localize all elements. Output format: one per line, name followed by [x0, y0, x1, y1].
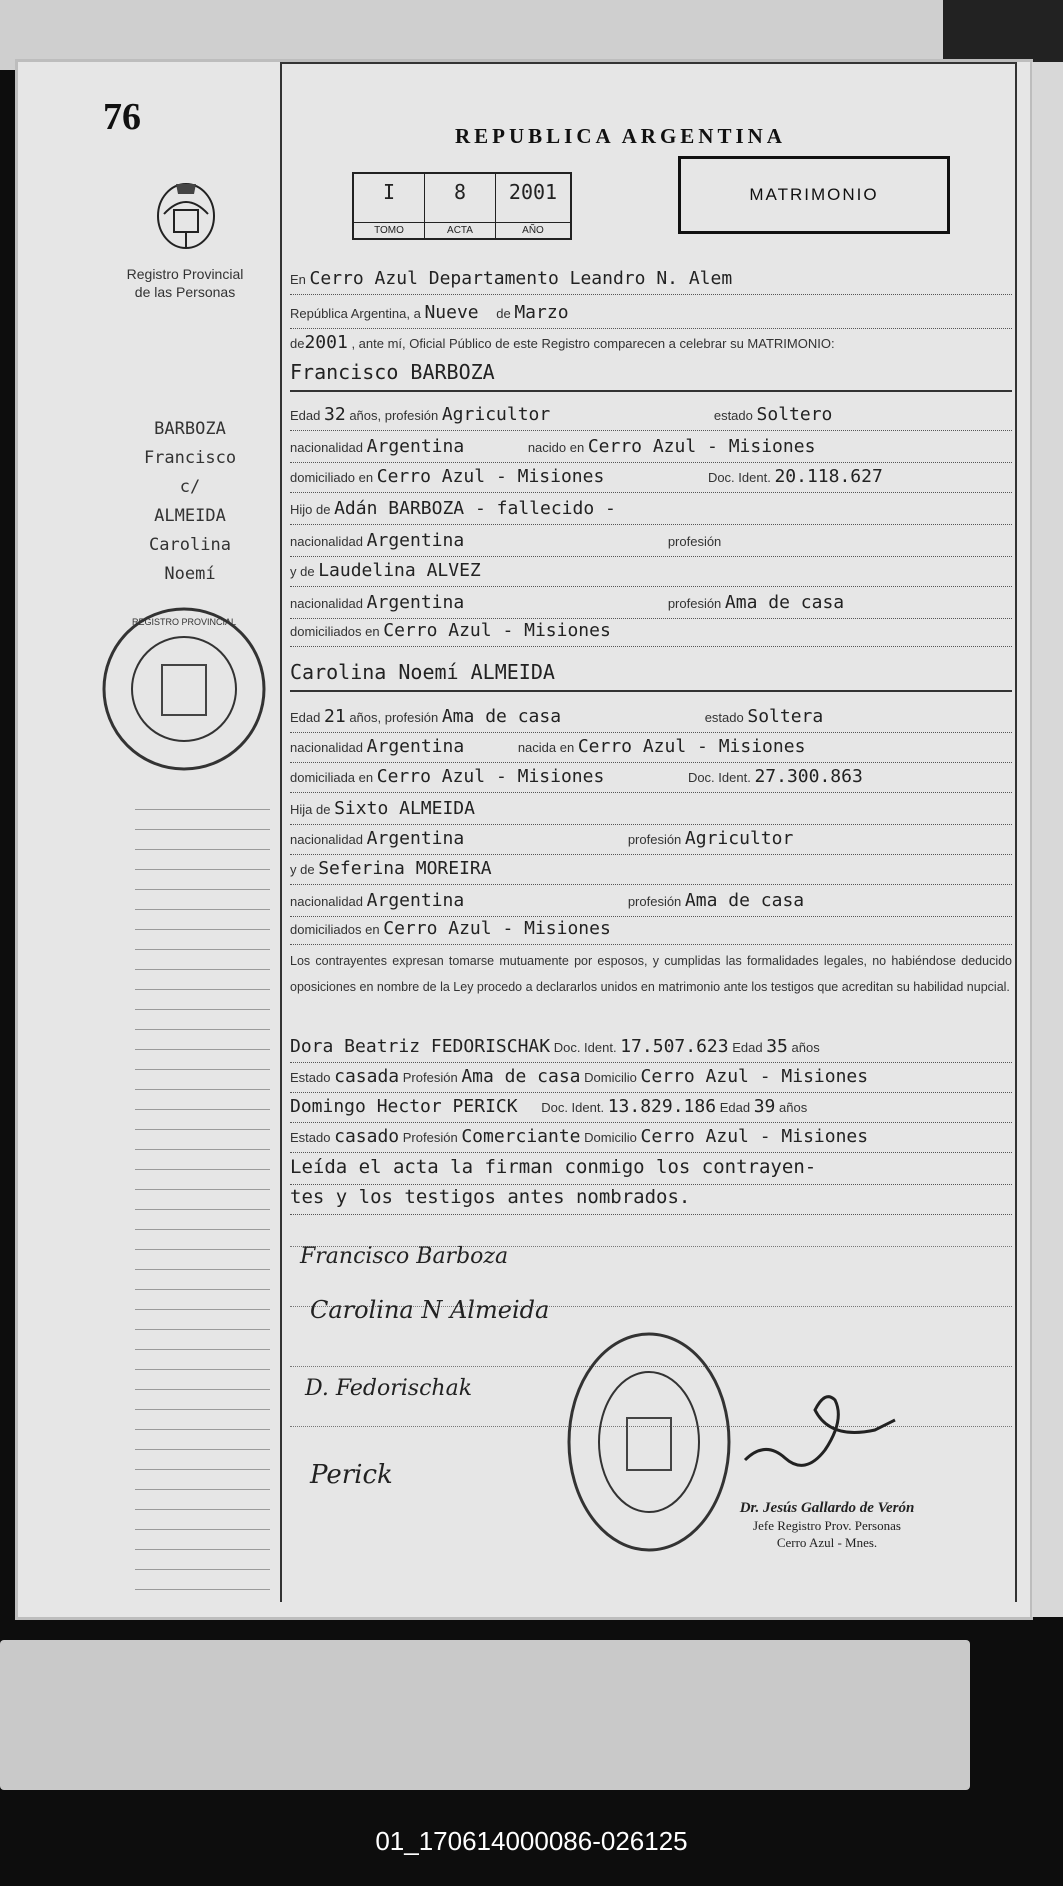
adjacent-page-edge: [1032, 62, 1063, 1617]
witness2-profession: Comerciante: [461, 1126, 581, 1147]
bride-name: Carolina Noemí ALMEIDA: [290, 660, 555, 684]
scanner-bottom-strip: [0, 1640, 970, 1790]
doc-label: Doc. Ident.: [687, 770, 751, 785]
registry-line-1: Registro Provincial: [126, 266, 244, 282]
intro-date-row: [290, 302, 1012, 329]
bride-signature: Carolina N Almeida: [310, 1296, 550, 1324]
groom-mother-profession: Ama de casa: [724, 592, 845, 613]
groom-mother-nat-row: [290, 592, 1012, 619]
groom-signature: Francisco Barboza: [300, 1244, 509, 1269]
groom-father-nationality: Argentina: [366, 530, 465, 551]
domicile-label: domiciliada en: [290, 770, 374, 785]
profession-label: profesión: [627, 894, 682, 909]
groom-father-row: [290, 498, 1012, 525]
domicile-label: domiciliados en: [290, 624, 380, 639]
groom-nationality: Argentina: [366, 436, 465, 457]
nationality-label: nacionalidad: [290, 740, 364, 755]
profession-label: profesión: [667, 534, 722, 549]
bride-domicile: Cerro Azul - Misiones: [376, 766, 605, 787]
groom-birthplace: Cerro Azul - Misiones: [587, 436, 816, 457]
day-value: Nueve: [424, 302, 479, 323]
record-number-box: [352, 172, 572, 240]
country-title: REPUBLICA ARGENTINA: [455, 124, 786, 148]
born-label: nacida en: [517, 740, 575, 755]
groom-domicile-row: [290, 466, 1012, 493]
domicile-label: Domicilio: [584, 1130, 637, 1145]
nationality-label: nacionalidad: [290, 596, 364, 611]
groom-mother: Laudelina ALVEZ: [318, 560, 481, 581]
groom-age: 32: [324, 404, 346, 425]
frame-left-rule: [280, 62, 282, 1602]
groom-parents-domicile-row: [290, 620, 1012, 647]
groom-name-row: [290, 360, 1012, 392]
closing-text: Leída el acta la firman conmigo los contrayen-: [290, 1156, 817, 1178]
nationality-label: nacionalidad: [290, 440, 364, 455]
margin-ruled-lines: [135, 790, 270, 1600]
doc-label: Doc. Ident.: [541, 1100, 605, 1115]
groom-domicile: Cerro Azul - Misiones: [376, 466, 605, 487]
declaration-paragraph: Los contrayentes expresan tomarse mutuamente por esposos, y cumplidas las formalidades legales, no habiéndose deducido oposiciones en nombre de la Ley procedo a declararlos unidos en matrimonio ante los testigos que acreditan su habilidad nupcial.: [290, 954, 1012, 994]
bride-father-nat-row: [290, 828, 1012, 855]
page-number: 76: [103, 96, 141, 138]
tomo-label: TOMO: [354, 222, 424, 236]
blank-line: [290, 1220, 1012, 1247]
bride-mother-profession: Ama de casa: [684, 890, 805, 911]
bride-domicile-row: [290, 766, 1012, 793]
closing-line-1: [290, 1156, 1012, 1185]
scanner-top-strip: [0, 0, 1063, 70]
witness1-age: 35: [766, 1036, 788, 1057]
frame-right-rule: [1015, 62, 1017, 1602]
groom-name: Francisco BARBOZA: [290, 360, 495, 384]
groom-father: Adán BARBOZA - fallecido -: [334, 498, 616, 519]
witness1-signature: D. Fedorischak: [305, 1376, 473, 1401]
profession-label: Profesión: [402, 1130, 458, 1145]
bride-mother-row: [290, 858, 1012, 885]
margin-note: [110, 415, 270, 589]
official-block: [702, 1500, 952, 1551]
profession-label: profesión: [667, 596, 722, 611]
domicile-label: domiciliados en: [290, 922, 380, 937]
domicile-label: Domicilio: [584, 1070, 637, 1085]
ano-value: 2001: [508, 180, 558, 204]
witness2-domicile: Cerro Azul - Misiones: [640, 1126, 869, 1147]
official-place: Cerro Azul - Mnes.: [776, 1535, 878, 1550]
place-value: Cerro Azul Departamento Leandro N. Alem: [309, 268, 733, 289]
groom-age-row: [290, 404, 1012, 431]
margin-note-line: c/: [179, 477, 201, 497]
bride-parents-domicile: Cerro Azul - Misiones: [383, 918, 611, 939]
bride-father: Sixto ALMEIDA: [334, 798, 475, 819]
bride-state: Soltera: [747, 706, 824, 727]
witness2-age: 39: [753, 1096, 776, 1117]
year-label: de: [290, 336, 305, 351]
month-value: Marzo: [514, 302, 569, 323]
official-name: Dr. Jesús Gallardo de Verón: [739, 1500, 915, 1516]
witness1-name: Dora Beatriz FEDORISCHAK: [290, 1036, 551, 1057]
father-label: Hija de: [290, 802, 331, 817]
margin-note-line: Carolina: [149, 535, 231, 555]
acta-value: 8: [453, 180, 467, 204]
bride-age-row: [290, 706, 1012, 733]
father-label: Hijo de: [290, 502, 331, 517]
bride-nationality-row: [290, 736, 1012, 763]
registry-name: [110, 265, 260, 301]
bride-name-row: [290, 660, 1012, 692]
state-label: estado: [713, 408, 753, 423]
doc-label: Doc. Ident.: [553, 1040, 617, 1055]
margin-note-line: Francisco: [143, 448, 237, 468]
witness1-detail-row: [290, 1066, 1012, 1093]
acta-label: ACTA: [425, 222, 495, 236]
years-label: años: [779, 1100, 808, 1115]
intro-text-row: [290, 332, 1012, 358]
intro-text: , ante mí, Oficial Público de este Registro comparecen a celebrar su MATRIMONIO:: [351, 336, 835, 351]
bride-father-nationality: Argentina: [366, 828, 465, 849]
profession-label: años, profesión: [349, 710, 439, 725]
groom-profession: Agricultor: [441, 404, 551, 425]
ano-label: AÑO: [496, 222, 570, 236]
intro-place-row: [290, 268, 1012, 295]
age-label: Edad: [290, 710, 321, 725]
groom-nationality-row: [290, 436, 1012, 463]
years-label: años: [791, 1040, 820, 1055]
witness2-detail-row: [290, 1126, 1012, 1153]
groom-state: Soltero: [756, 404, 833, 425]
image-id-caption: 01_170614000086-026125: [375, 1826, 688, 1856]
date-label: República Argentina, a: [290, 306, 421, 321]
domicile-label: domiciliado en: [290, 470, 374, 485]
bride-age: 21: [324, 706, 346, 727]
place-label: En: [290, 272, 306, 287]
margin-note-line: BARBOZA: [154, 419, 226, 439]
frame-top-rule: [280, 62, 1017, 64]
bride-mother: Seferina MOREIRA: [318, 858, 492, 879]
bride-father-row: [290, 798, 1012, 825]
bride-parents-domicile-row: [290, 918, 1012, 945]
nationality-label: nacionalidad: [290, 894, 364, 909]
bride-profession: Ama de casa: [441, 706, 562, 727]
profession-label: profesión: [627, 832, 682, 847]
witness2-row: [290, 1096, 1012, 1123]
official-title: Jefe Registro Prov. Personas: [753, 1518, 901, 1533]
bride-mother-nationality: Argentina: [366, 890, 465, 911]
closing-text: tes y los testigos antes nombrados.: [290, 1186, 691, 1208]
witness1-profession: Ama de casa: [461, 1066, 581, 1087]
groom-parents-domicile: Cerro Azul - Misiones: [383, 620, 611, 641]
tomo-value: I: [382, 180, 396, 204]
age-label: Edad: [719, 1100, 751, 1115]
witness2-state: casado: [334, 1126, 400, 1147]
margin-note-line: ALMEIDA: [154, 506, 226, 526]
official-stamp-icon: [100, 605, 268, 773]
bride-doc: 27.300.863: [754, 766, 863, 787]
state-label: Estado: [290, 1070, 331, 1085]
born-label: nacido en: [527, 440, 585, 455]
nationality-label: nacionalidad: [290, 534, 364, 549]
profession-label: Profesión: [402, 1070, 458, 1085]
bride-birthplace: Cerro Azul - Misiones: [577, 736, 806, 757]
bride-nationality: Argentina: [366, 736, 465, 757]
registry-line-2: de las Personas: [134, 284, 236, 300]
mother-label: y de: [290, 564, 315, 579]
bride-father-profession: Agricultor: [684, 828, 794, 849]
margin-note-line: Noemí: [164, 564, 216, 584]
groom-mother-nationality: Argentina: [366, 592, 465, 613]
witness1-state: casada: [334, 1066, 400, 1087]
state-label: estado: [704, 710, 744, 725]
month-label: de: [496, 306, 511, 321]
age-label: Edad: [290, 408, 321, 423]
age-label: Edad: [732, 1040, 763, 1055]
state-label: Estado: [290, 1130, 331, 1145]
closing-line-2: [290, 1186, 1012, 1215]
witness2-doc: 13.829.186: [607, 1096, 717, 1117]
witness1-domicile: Cerro Azul - Misiones: [640, 1066, 869, 1087]
document-type: MATRIMONIO: [678, 156, 950, 234]
coat-of-arms-icon: [150, 170, 222, 252]
groom-doc: 20.118.627: [774, 466, 883, 487]
witness2-name: Domingo Hector PERICK: [290, 1096, 518, 1117]
year-value: 2001: [304, 332, 348, 353]
witness1-row: [290, 1036, 1012, 1063]
groom-father-nat-row: [290, 530, 1012, 557]
official-signature-icon: [735, 1380, 905, 1490]
bride-mother-nat-row: [290, 890, 1012, 917]
groom-mother-row: [290, 560, 1012, 587]
mother-label: y de: [290, 862, 315, 877]
doc-label: Doc. Ident.: [707, 470, 771, 485]
nationality-label: nacionalidad: [290, 832, 364, 847]
witness1-doc: 17.507.623: [620, 1036, 729, 1057]
profession-label: años, profesión: [349, 408, 439, 423]
svg-text:REGISTRO PROVINCIAL: REGISTRO PROVINCIAL: [131, 617, 237, 627]
witness2-signature: Perick: [310, 1460, 393, 1490]
